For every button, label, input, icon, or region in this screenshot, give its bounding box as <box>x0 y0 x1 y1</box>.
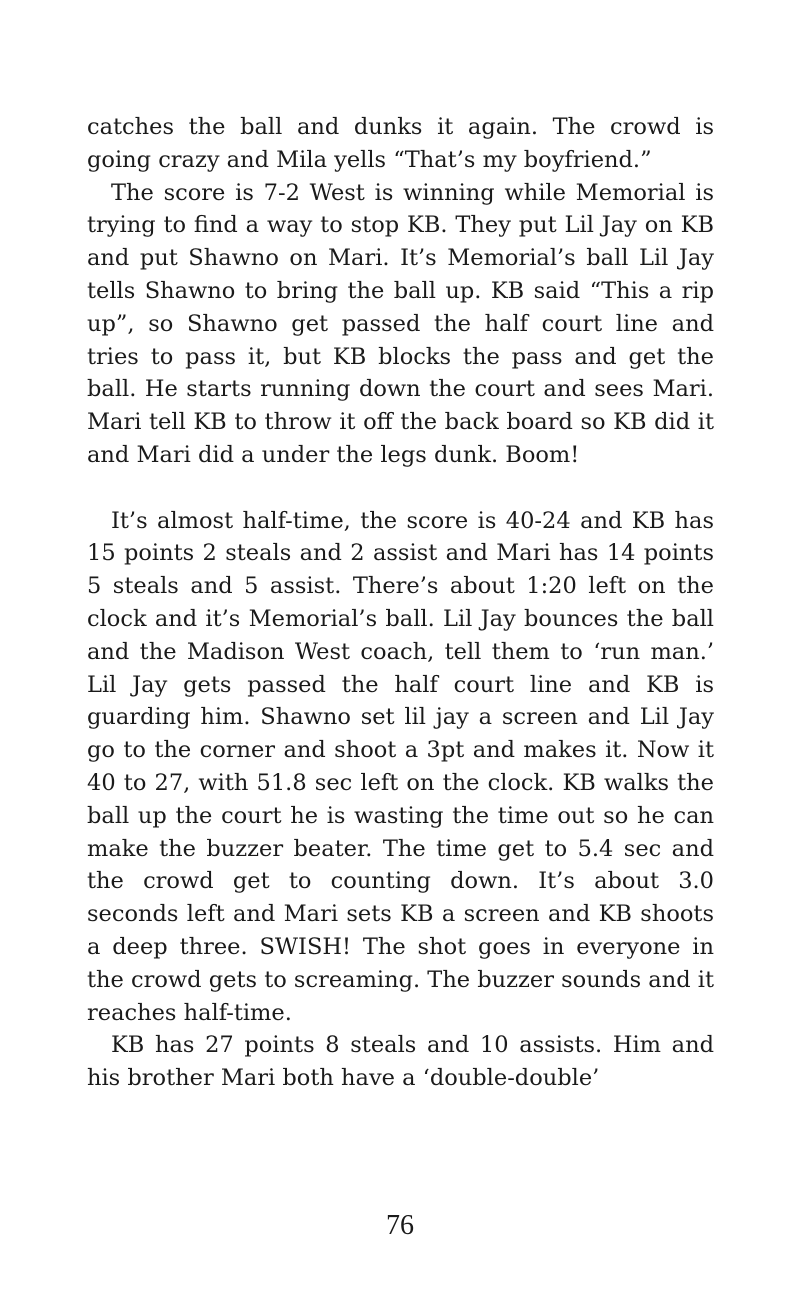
page-number: 76 <box>386 1210 414 1241</box>
paragraph-double-double: KB has 27 points 8 steals and 10 assists. Him and his brother Mari both have a ‘double-double’ <box>87 1032 714 1092</box>
paragraph-score-seven-two: The score is 7-2 West is winning while Memorial is trying to find a way to stop KB. They put Lil Jay on KB and put Shawno on Mari. It’s Memorial’s ball Lil Jay tells Shawno to bring the ball up. KB said “This a rip up”, so Shawno get passed the half court line and tries to pass it, but KB blocks the pass and get the ball. He starts running down the court and sees Mari. Mari tell KB to throw it off the back board so KB did it and Mari did a under the legs dunk. Boom! <box>87 179 714 468</box>
paragraph-half-time: It’s almost half-time, the score is 40-24 and KB has 15 points 2 steals and 2 assist and Mari has 14 points 5 steals and 5 assist. There’s about 1:20 left on the clock and it’s Memorial’s ball. Lil Jay bounces the ball and the Madison West coach, tell them to ‘run man.’ Lil Jay gets passed the half court line and KB is guarding him. Shawno set lil jay a screen and Lil Jay go to the corner and shoot a 3pt and makes it. Now it 40 to 27, with 51.8 sec left on the clock. KB walks the ball up the court he is wasting the time out so he can make the buzzer beater. The time get to 5.4 sec and the crowd get to counting down. It’s about 3.0 seconds left and Mari sets KB a screen and KB shoots a deep three. SWISH! The shot goes in everyone in the crowd gets to screaming. The buzzer sounds and it reaches half-time. <box>87 507 714 1026</box>
paragraph-continuation: catches the ball and dunks it again. The crowd is going crazy and Mila yells “That’s my boyfriend.” <box>87 114 714 173</box>
page-body <box>87 111 714 1095</box>
